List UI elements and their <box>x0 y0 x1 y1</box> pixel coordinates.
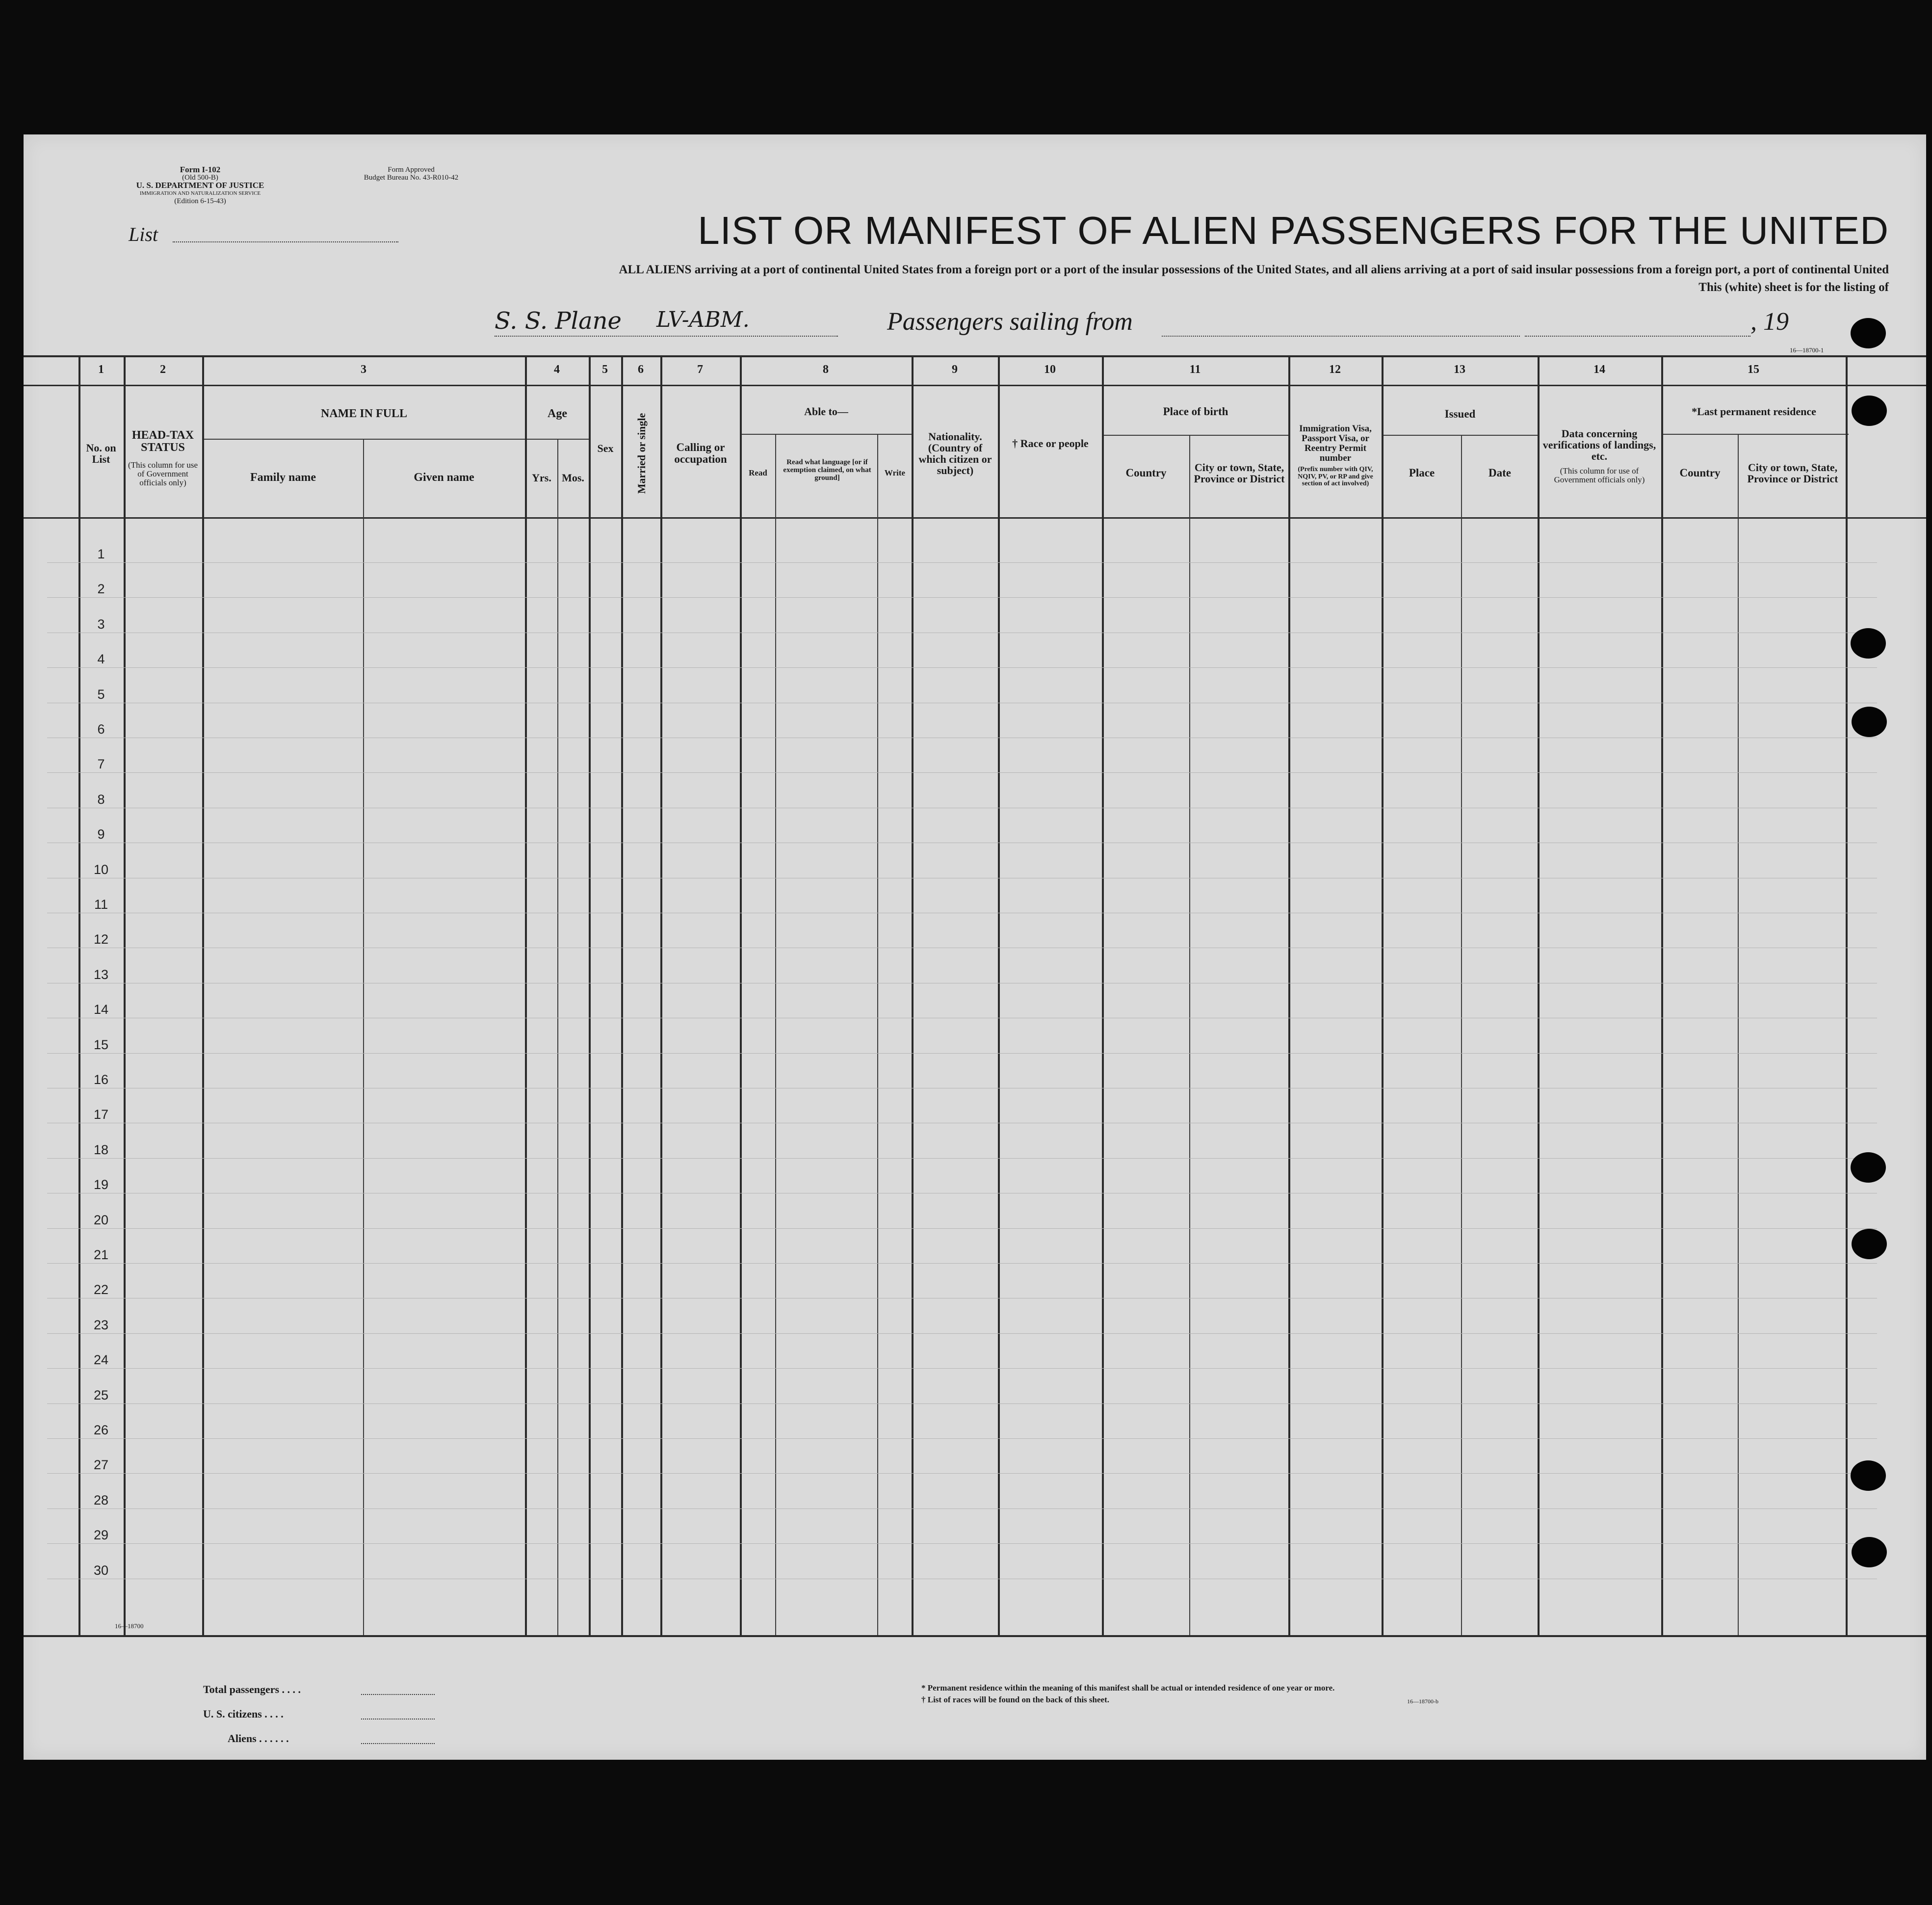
col-divider <box>775 434 776 1635</box>
header-age: Age <box>548 407 567 421</box>
row-number: 1 <box>97 547 105 561</box>
header-able-to: Able to— <box>804 405 848 418</box>
visa-note: (Prefix number with QIV, NQIV, PV, or RP and give section of act involved) <box>1298 465 1373 488</box>
form-department: U. S. DEPARTMENT OF JUSTICE <box>136 181 264 190</box>
col-num-1: 1 <box>98 363 104 376</box>
col-divider <box>1738 434 1739 1635</box>
header-read: Read <box>749 468 767 478</box>
head-tax-note: (This column for use of Government officials only) <box>128 460 198 488</box>
binder-hole <box>1852 707 1887 737</box>
col-num-7: 7 <box>697 363 703 376</box>
budget-bureau: Budget Bureau No. 43-R010-42 <box>364 174 459 182</box>
vessel-name-handwritten: S. S. Plane <box>495 307 622 335</box>
col-num-15: 15 <box>1748 363 1759 376</box>
header-yrs: Yrs. <box>532 472 551 484</box>
total-passengers-label: Total passengers . . . . <box>203 1683 301 1695</box>
header-nationality: Nationality. (Country of which citizen or subject) <box>918 430 992 477</box>
binder-hole <box>1852 1229 1887 1259</box>
row-number: 8 <box>97 792 105 807</box>
row-number: 19 <box>93 1177 109 1192</box>
data-concerning-label: Data concerning verifications of landings, etc. <box>1542 427 1656 462</box>
col-divider <box>363 439 364 1635</box>
able-sub-rule <box>740 434 912 435</box>
us-citizens-field[interactable] <box>361 1719 435 1720</box>
aliens-field[interactable] <box>361 1743 435 1744</box>
name-sub-rule <box>204 439 528 440</box>
header-birth-city: City or town, State, Province or District <box>1194 461 1285 485</box>
subtitle-line-2: This (white) sheet is for the listing of <box>1698 281 1889 294</box>
col-divider <box>1661 355 1663 1635</box>
birth-sub-rule <box>1103 435 1289 436</box>
header-married-single: Married or single <box>635 413 648 494</box>
header-issued-place: Place <box>1409 466 1435 479</box>
row-number: 2 <box>97 582 105 597</box>
col-num-8: 8 <box>823 363 829 376</box>
header-read-language: Read what language [or if exemption claimed, on what ground] <box>783 458 871 482</box>
table-row[interactable] <box>47 1263 1877 1264</box>
list-label: List <box>129 223 158 245</box>
header-given-name: Given name <box>414 471 474 484</box>
sailing-from-field[interactable] <box>1162 336 1520 337</box>
binder-hole <box>1851 1460 1886 1491</box>
header-mos: Mos. <box>562 472 584 484</box>
table-row[interactable] <box>47 1473 1877 1474</box>
row-number: 4 <box>97 652 105 667</box>
col-num-3: 3 <box>361 363 366 376</box>
row-number: 24 <box>93 1352 109 1368</box>
col-divider <box>1189 435 1190 1635</box>
col-divider <box>78 355 80 1635</box>
list-field[interactable] <box>129 223 403 247</box>
header-head-tax <box>126 409 200 507</box>
row-number: 16 <box>93 1072 109 1087</box>
form-approval <box>338 166 485 182</box>
print-code-left: 16—18700 <box>115 1622 144 1630</box>
form-edition: (Edition 6-15-43) <box>174 197 226 205</box>
table-top-line <box>24 355 1926 357</box>
row-number: 5 <box>97 687 105 702</box>
visa-label: Immigration Visa, Passport Visa, or Reentry Permit number <box>1299 423 1372 463</box>
header-residence-city: City or town, State, Province or District <box>1747 461 1838 485</box>
header-issued-date: Date <box>1488 466 1511 479</box>
col-num-5: 5 <box>602 363 608 376</box>
row-number: 23 <box>93 1317 109 1332</box>
table-row[interactable] <box>47 667 1877 668</box>
table-row[interactable] <box>47 597 1877 598</box>
row-number: 9 <box>97 827 105 842</box>
table-row[interactable] <box>47 1403 1877 1404</box>
form-info <box>122 166 279 205</box>
row-number: 21 <box>93 1247 109 1262</box>
col-num-6: 6 <box>638 363 644 376</box>
header-visa <box>1290 399 1381 512</box>
col-divider <box>912 355 914 1635</box>
row-number: 29 <box>93 1528 109 1543</box>
header-no-on-list: No. on List <box>86 441 116 465</box>
header-data-concerning <box>1540 409 1659 503</box>
binder-hole <box>1852 396 1887 426</box>
col-divider <box>202 355 204 1635</box>
row-number: 18 <box>93 1142 109 1157</box>
aliens-label: Aliens . . . . . . <box>228 1732 289 1745</box>
col-divider <box>525 355 527 1635</box>
col-num-14: 14 <box>1593 363 1605 376</box>
vessel-line <box>495 336 838 337</box>
table-row[interactable] <box>47 562 1877 563</box>
row-number: 25 <box>93 1387 109 1402</box>
age-sub-rule <box>526 439 590 440</box>
form-service: IMMIGRATION AND NATURALIZATION SERVICE <box>139 190 261 196</box>
sailing-label: Passengers sailing from <box>887 308 1133 336</box>
residence-sub-rule <box>1662 434 1849 435</box>
header-last-residence: *Last permanent residence <box>1692 405 1816 418</box>
subtitle-line-1: ALL ALIENS arriving at a port of continental United States from a foreign port or a port of the insular possessions of the United States, and all aliens arriving at a port of said insular possessions from a foreign port, a port of continental United <box>619 263 1889 276</box>
col-divider <box>1102 355 1104 1635</box>
header-sex: Sex <box>597 442 614 455</box>
col-num-9: 9 <box>952 363 958 376</box>
row-number: 15 <box>93 1037 109 1052</box>
footnote-races: † List of races will be found on the back of this sheet. <box>921 1695 1109 1704</box>
table-row[interactable] <box>47 1438 1877 1439</box>
manifest-sheet <box>24 134 1926 1760</box>
row-number: 6 <box>97 722 105 737</box>
row-number: 14 <box>93 1002 109 1017</box>
header-race: † Race or people <box>1012 437 1089 450</box>
head-tax-label: HEAD-TAX STATUS <box>131 429 194 454</box>
col-num-2: 2 <box>160 363 166 376</box>
col-num-4: 4 <box>554 363 560 376</box>
col-divider <box>621 355 623 1635</box>
year-label: , 19 <box>1750 308 1789 336</box>
col-divider <box>740 355 742 1635</box>
vessel-registration-handwritten: LV-ABM. <box>656 307 750 332</box>
col-divider <box>1288 355 1290 1635</box>
table-row[interactable] <box>47 1508 1877 1509</box>
us-citizens-label: U. S. citizens . . . . <box>203 1708 284 1720</box>
column-number-rule <box>24 385 1926 386</box>
row-number: 22 <box>93 1282 109 1297</box>
row-number: 13 <box>93 967 109 982</box>
form-number: Form I-102 <box>180 165 221 174</box>
binder-hole <box>1851 318 1886 348</box>
form-old-number: (Old 500-B) <box>182 174 218 182</box>
row-number: 27 <box>93 1457 109 1473</box>
col-divider <box>124 355 126 1635</box>
header-family-name: Family name <box>250 471 316 484</box>
row-number: 17 <box>93 1107 109 1122</box>
print-code-right: 16—18700-b <box>1407 1698 1438 1705</box>
table-row[interactable] <box>47 1053 1877 1054</box>
header-residence-country: Country <box>1679 466 1721 479</box>
col-num-12: 12 <box>1329 363 1341 376</box>
header-write: Write <box>884 468 906 478</box>
binder-hole <box>1851 1152 1886 1183</box>
footnote-residence: * Permanent residence within the meaning of this manifest shall be actual or intended residence of one year or more. <box>921 1683 1335 1693</box>
col-num-13: 13 <box>1454 363 1465 376</box>
header-bottom-rule <box>24 517 1926 519</box>
total-passengers-field[interactable] <box>361 1694 435 1695</box>
row-number: 20 <box>93 1212 109 1227</box>
table-row[interactable] <box>47 1228 1877 1229</box>
row-number: 10 <box>93 862 109 877</box>
col-divider <box>1846 355 1848 1635</box>
table-row[interactable] <box>47 1158 1877 1159</box>
header-name-in-full: NAME IN FULL <box>320 407 407 421</box>
page-title: LIST OR MANIFEST OF ALIEN PASSENGERS FOR THE UNITED <box>698 209 1889 252</box>
sailing-date-field[interactable] <box>1525 336 1750 337</box>
table-row[interactable] <box>47 1368 1877 1369</box>
row-number: 3 <box>97 616 105 632</box>
row-number: 11 <box>94 897 108 912</box>
row-number: 28 <box>93 1492 109 1508</box>
row-number: 30 <box>93 1562 109 1578</box>
table-row[interactable] <box>47 1543 1877 1544</box>
data-concerning-note: (This column for use of Government officials only) <box>1554 466 1645 484</box>
row-number: 7 <box>97 757 105 772</box>
form-approved: Form Approved <box>388 166 435 174</box>
table-row[interactable] <box>47 1333 1877 1334</box>
row-number: 12 <box>93 932 109 947</box>
table-bottom-line <box>24 1635 1926 1637</box>
col-divider <box>877 434 878 1635</box>
table-row[interactable] <box>47 772 1877 773</box>
col-divider <box>998 355 1000 1635</box>
header-place-of-birth: Place of birth <box>1163 405 1228 418</box>
col-divider <box>557 439 558 1635</box>
print-code-top: 16—18700-1 <box>1790 346 1824 354</box>
binder-hole <box>1852 1537 1887 1567</box>
col-divider <box>1538 355 1540 1635</box>
header-calling: Calling or occupation <box>674 441 727 465</box>
binder-hole <box>1851 628 1886 659</box>
header-issued: Issued <box>1444 407 1476 420</box>
col-divider <box>1461 435 1462 1635</box>
header-birth-country: Country <box>1125 466 1167 479</box>
row-number: 26 <box>93 1423 109 1437</box>
col-num-10: 10 <box>1044 363 1056 376</box>
col-num-11: 11 <box>1189 363 1201 376</box>
col-divider <box>589 355 591 1635</box>
col-divider <box>1382 355 1384 1635</box>
col-divider <box>660 355 662 1635</box>
list-line <box>173 241 398 242</box>
